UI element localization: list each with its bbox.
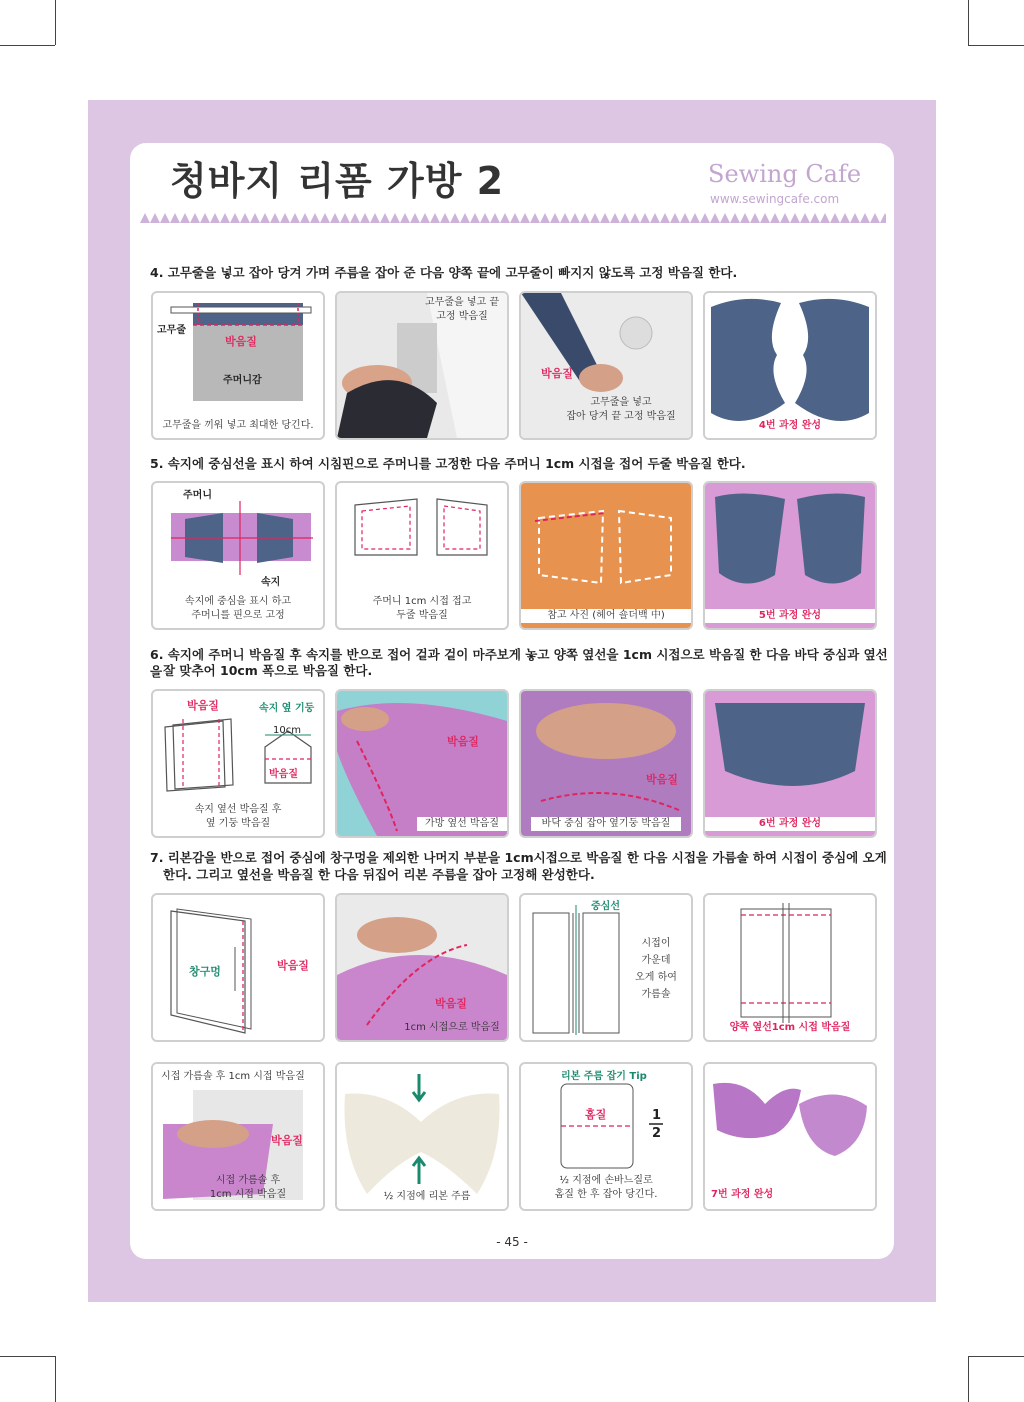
step7-card-photo-stitch [335, 893, 509, 1042]
pocket-label: 주머니 [183, 490, 212, 501]
opening-label: 창구멍 [189, 965, 221, 978]
step-7-text-cont: 한다. 그리고 옆선을 박음질 한 다음 뒤집어 리본 주름을 잡아 고정해 완성한다. [163, 867, 595, 882]
page-number: - 45 - [496, 1235, 528, 1249]
step4-card-photo-pull [519, 291, 693, 440]
step7-card-tip-diagram [519, 1062, 693, 1211]
zigzag-divider [140, 211, 886, 223]
tip-label: 리본 주름 잡기 Tip [561, 1071, 647, 1082]
step7-card-diagram3 [703, 893, 877, 1042]
card-top-label: 시접 가름솔 후 1cm 시접 박음질 [161, 1071, 305, 1082]
stitch-label: 박음질 [269, 769, 298, 780]
crop-mark [0, 45, 55, 46]
step5-card-diagram [151, 481, 325, 630]
step7-card-photo-result [703, 1062, 877, 1211]
ribbon-photo [337, 1064, 507, 1209]
step4-card-diagram [151, 291, 325, 440]
card-caption: ½ 지점에 리본 주름 [383, 1191, 471, 1202]
crop-mark [0, 1356, 55, 1357]
crop-mark [968, 1356, 1024, 1357]
crop-mark [968, 45, 1024, 46]
page-title: 청바지 리폼 가방 2 [170, 159, 505, 203]
card-caption: 가방 옆선 박음질 [417, 817, 507, 831]
bag-result-photo [705, 691, 875, 836]
brand-url: www.sewingcafe.com [710, 192, 840, 206]
step6-card-photo-seam [335, 689, 509, 838]
card-caption: 고무줄을 넣고 끝 고정 박음질 [425, 297, 499, 322]
step-4-text: 4. 고무줄을 넣고 잡아 당겨 가며 주름을 잡아 준 다음 양쪽 끝에 고무줄이 빠지지 않도록 고정 박음질 한다. [150, 265, 738, 280]
card-caption: 속지에 중심을 표시 하고 주머니를 핀으로 고정 [184, 596, 292, 621]
bottom-center-photo [521, 691, 691, 836]
gathered-pockets-photo [705, 293, 875, 438]
step7-card-photo-press [151, 1062, 325, 1211]
rubber-band-label: 고무줄 [157, 325, 186, 336]
step-6-text-cont: 잘 맞추어 10cm 폭으로 박음질 한다. [163, 663, 373, 678]
card-caption: 양쪽 옆선1cm 시접 박음질 [729, 1022, 851, 1033]
brand-logo: Sewing Cafe [708, 160, 862, 188]
crop-mark [55, 1356, 56, 1402]
pocket-diagram [153, 293, 323, 438]
bag-seam-photo [337, 691, 507, 836]
step7-card-photo-ribbon [335, 1062, 509, 1211]
card-caption: 바닥 중심 잡아 옆기둥 박음질 [531, 817, 681, 831]
card-caption: 속지 옆선 박음질 후 옆 기둥 박음질 [194, 804, 282, 829]
center-line-label: 중심선 [591, 901, 620, 912]
card-caption: 참고 사진 (헤어 숄더백 中) [521, 609, 691, 623]
crop-mark [968, 0, 969, 45]
side-post-label: 속지 옆 기둥 [259, 703, 315, 714]
card-caption: 7번 과정 완성 [711, 1189, 774, 1200]
step5-card-diagram2 [335, 481, 509, 630]
pocket-label: 주머니감 [223, 375, 262, 386]
fraction-denominator: 2 [652, 1126, 662, 1141]
stitch-label: 박음질 [277, 959, 309, 972]
width-label: 10cm [273, 725, 301, 736]
step5-card-photo-result [703, 481, 877, 630]
pockets-on-lining-photo [705, 483, 875, 628]
seam-note: 시접이 가운데 오게 하여 가름솔 [635, 938, 677, 1000]
step5-card-photo-ref [519, 481, 693, 630]
baste-label: 홈질 [585, 1108, 607, 1121]
crop-mark [968, 1356, 969, 1402]
reference-photo [521, 483, 691, 628]
stitch-label: 박음질 [187, 699, 219, 712]
fraction-numerator: 1 [652, 1108, 662, 1123]
card-caption: 고무줄을 끼워 넣고 최대한 당긴다. [162, 420, 314, 431]
stitch-label: 박음질 [541, 367, 573, 380]
card-caption: 고무줄을 넣고 잡아 당겨 끝 고정 박음질 [566, 397, 676, 422]
side-seam-stitch-diagram [705, 895, 875, 1040]
card-caption: 5번 과정 완성 [705, 609, 875, 623]
card-caption: 주머니 1cm 시접 접고 두줄 박음질 [372, 596, 472, 621]
card-caption: 4번 과정 완성 [758, 420, 822, 431]
lining-label: 속지 [261, 577, 281, 588]
stitch-label: 박음질 [447, 735, 479, 748]
crop-mark [55, 0, 56, 45]
stitch-label: 박음질 [225, 335, 257, 348]
stitch-label: 박음질 [435, 997, 467, 1010]
step6-card-photo-result [703, 689, 877, 838]
step-7-text: 7. 리본감을 반으로 접어 중심에 창구멍을 제외한 나머지 부분을 1cm시접으로 박음질 한 다음 시접을 가름솔 하여 시접이 중심에 오게 [150, 850, 887, 865]
card-caption: 시접 가름솔 후 1cm 시접 박음질 [209, 1175, 287, 1200]
step7-card-diagram2 [519, 893, 693, 1042]
ribbon-stitch-photo [337, 895, 507, 1040]
step-5-text: 5. 속지에 중심선을 표시 하여 시침핀으로 주머니를 고정한 다음 주머니 1cm 시접을 접어 두줄 박음질 한다. [150, 456, 746, 471]
step6-card-photo-bottom [519, 689, 693, 838]
step6-card-diagram [151, 689, 325, 838]
step-6-text: 6. 속지에 주머니 박음질 후 속지를 반으로 접어 겉과 겉이 마주보게 놓고 양쪽 옆선을 1cm 시접으로 박음질 한 다음 바닥 중심과 옆선을 [150, 647, 888, 679]
card-caption: ½ 지점에 손바느질로 홈질 한 후 잡아 당긴다. [554, 1175, 658, 1200]
step7-card-diagram [151, 893, 325, 1042]
card-caption: 6번 과정 완성 [705, 817, 875, 831]
card-caption: 1cm 시접으로 박음질 [404, 1022, 500, 1033]
step4-card-photo-sewing [335, 291, 509, 440]
stitch-label: 박음질 [646, 773, 678, 786]
step4-card-photo-result [703, 291, 877, 440]
stitch-label: 박음질 [271, 1134, 303, 1147]
